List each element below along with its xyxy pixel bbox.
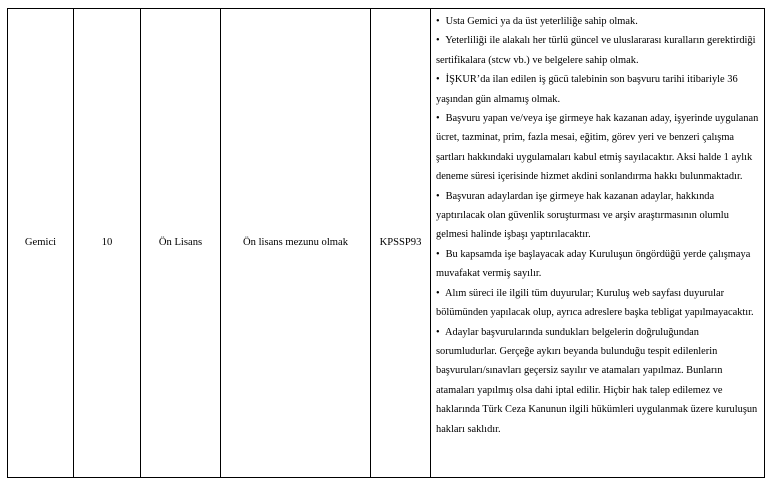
education-requirement: Ön lisans mezunu olmak (242, 237, 349, 248)
bullet-icon: • (436, 326, 440, 338)
bullet-icon: • (436, 16, 440, 27)
bullet-icon: • (436, 248, 440, 260)
requirement-text: Bu kapsamda işe başlayacak aday Kuruluşun öngördüğü yerde çalışmaya muvafakat vermiş sayılır. (436, 248, 751, 280)
bullet-icon: • (436, 35, 440, 47)
position-count: 10 (101, 237, 113, 248)
requirement-text: Usta Gemici ya da üst yeterliliğe sahip olmak. (445, 16, 638, 27)
bullet-icon: • (436, 113, 440, 125)
requirement-item (436, 284, 760, 323)
requirement-item (436, 187, 760, 245)
requirement-text: Adaylar başvurularında sundukları belgelerin doğruluğundan sorumludurlar. Gerçeğe aykırı beyanda bulunduğu tespit edilenlerin başvuruları/sınavları geçersiz sayılır ve atamaları yapılmaz. Bunların atamaları yapılmış olsa dahi iptal edilir. Hiçbir hak talep edilemez ve haklarında Türk Ceza Kanunun ilgili hükümleri uygulanmak üzere kuruluşun hakları saklıdır. (436, 326, 758, 435)
job-requirements-table (7, 8, 765, 478)
requirement-text: Başvuran adaylardan işe girmeye hak kazanan adaylar, hakkında yaptırılacak olan güvenlik soruşturması ve arşiv araştırmasının olumlu gelmesi halinde işbaşı yaptırılacaktır. (436, 190, 729, 241)
exam-score-type: KPSSP93 (379, 237, 422, 248)
education-requirement-cell (221, 9, 371, 478)
requirements-cell (431, 9, 765, 478)
position-name: Gemici (24, 237, 57, 248)
bullet-icon: • (436, 287, 440, 299)
requirement-item (436, 12, 760, 31)
requirements-list (436, 12, 760, 439)
requirement-text: Alım süreci ile ilgili tüm duyurular; Kuruluş web sayfası duyurular bölümünden yapılacak olup, ayrıca adreslere başka tebligat yapılmayacaktır. (436, 287, 754, 319)
education-level-cell (141, 9, 221, 478)
requirement-item (436, 245, 760, 284)
education-level: Ön Lisans (158, 237, 203, 248)
requirement-text: İŞKUR’da ilan edilen iş gücü talebinin son başvuru tarihi itibariyle 36 yaşından gün almamış olmak. (436, 74, 738, 105)
exam-score-type-cell (371, 9, 431, 478)
requirement-item (436, 70, 760, 109)
requirement-text: Başvuru yapan ve/veya işe girmeye hak kazanan aday, işyerinde uygulanan ücret, tazminat, prim, fazla mesai, eğitim, görev yeri ve benzeri çalışma şartları hakkındaki uygulamaları kabul etmiş sayılacaktır. Aksi halde 1 aylık deneme süresi içerisinde hizmet akdini sonlandırma hakkı bulunmaktadır. (436, 113, 759, 183)
requirement-text: Yeterliliği ile alakalı her türlü güncel ve uluslararası kuralların gerektirdiği sertifikalara (stcw vb.) ve belgelere sahip olmak. (436, 35, 756, 66)
bullet-icon: • (436, 190, 440, 202)
position-cell (8, 9, 74, 478)
table-row (8, 9, 765, 478)
count-cell (74, 9, 141, 478)
requirement-item (436, 109, 760, 187)
requirement-item (436, 323, 760, 439)
bullet-icon: • (436, 74, 440, 86)
requirement-item (436, 31, 760, 70)
